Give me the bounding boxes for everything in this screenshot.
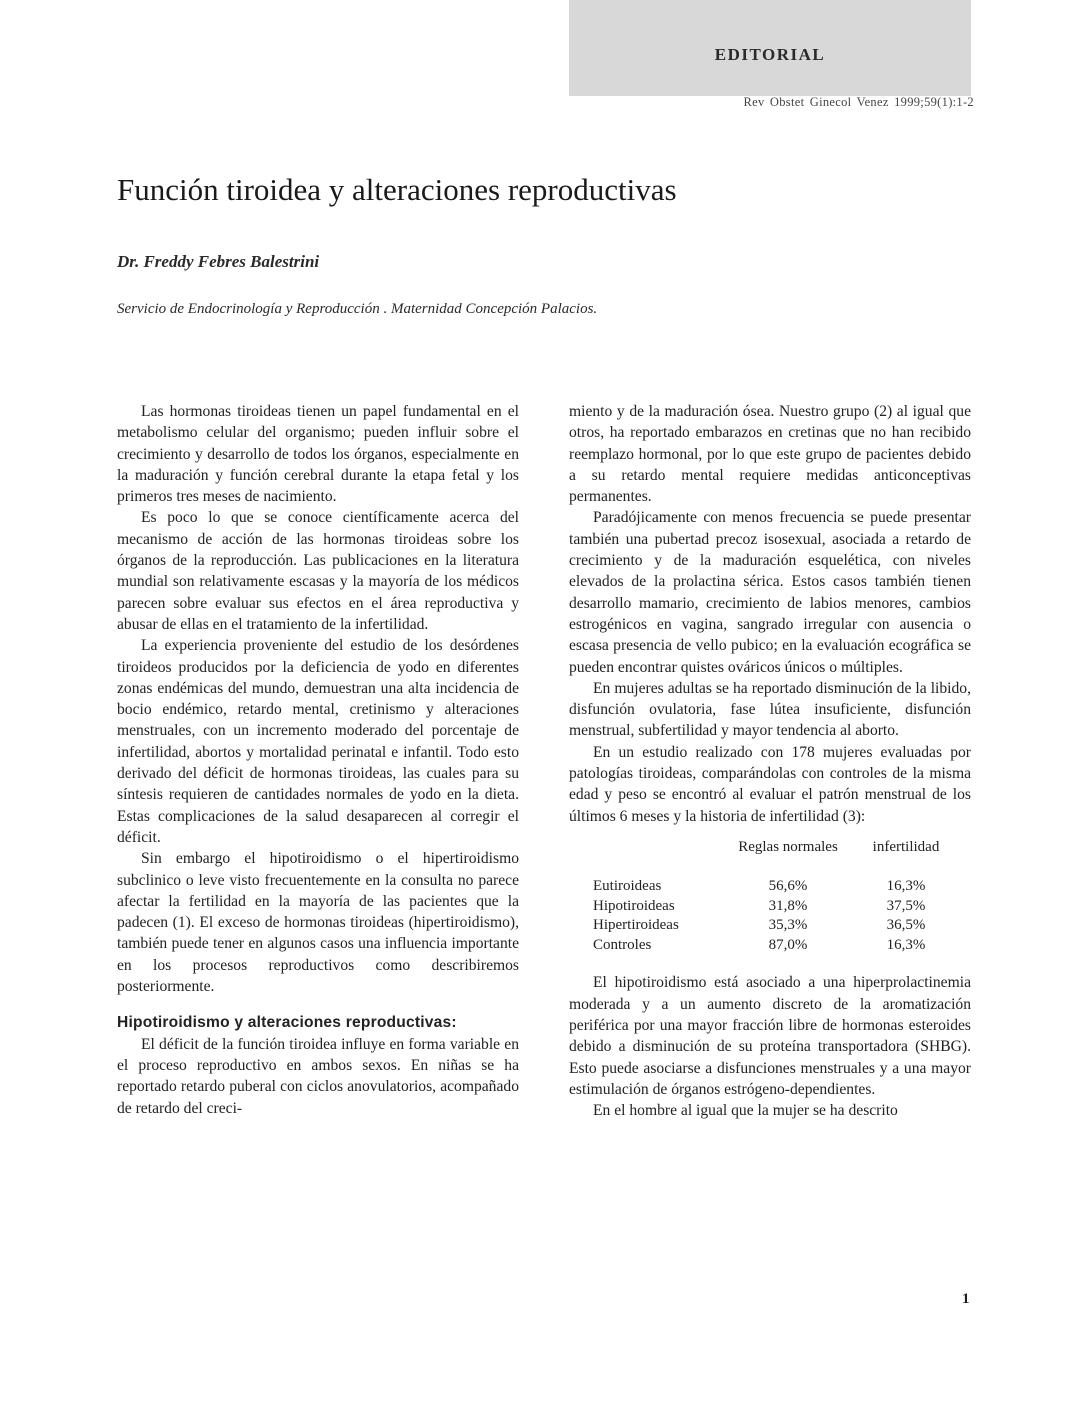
table-cell: 16,3% xyxy=(886,878,926,895)
paragraph: En mujeres adultas se ha reportado disminución de la libido, disfunción ovulatoria, fase lútea insuficiente, disfunción menstrual, subfertilidad y mayor tendencia al aborto. xyxy=(569,679,971,740)
right-column xyxy=(569,401,971,1122)
table-row xyxy=(569,897,949,917)
table-header-cell: Reglas normales xyxy=(738,838,838,855)
paragraph: Es poco lo que se conoce científicamente acerca del mecanismo de acción de las hormonas tiroideas sobre los órganos de la reproducción. Las publicaciones en la literatura mundial son relativamente escasas y la mayoría de los médicos parecen sobre evaluar sus efectos en el área reproductiva y abusar de ellas en el tratamiento de la infertilidad. xyxy=(117,509,519,633)
table-cell: 37,5% xyxy=(886,897,926,914)
table-cell: 36,5% xyxy=(886,917,926,934)
table-cell: Eutiroideas xyxy=(593,878,662,895)
table-row xyxy=(569,936,949,956)
section-label: EDITORIAL xyxy=(714,45,826,64)
paragraph: Sin embargo el hipotiroidismo o el hipertiroidismo subclinico o leve visto frecuentemente en la consulta no parece afectar la fertilidad en la mayoría de las pacientes que la padecen (1). El exceso de hormonas tiroideas (hipertiroidismo), también puede tener en algunos casos una influencia importante en los procesos reproductivos como describiremos posteriormente. xyxy=(117,850,519,996)
table-header-cell xyxy=(569,838,713,878)
journal-citation: Rev Obstet Ginecol Venez 1999;59(1):1-2 xyxy=(743,95,974,109)
table-cell: Hipertiroideas xyxy=(593,917,679,934)
table-header-row xyxy=(569,838,949,878)
paragraph-continuation: miento y de la maduración ósea. Nuestro grupo (2) al igual que otros, ha reportado embarazos en cretinas que no han recibido reemplazo hormonal, por lo que este grupo de pacientes debido a su retardo mental requiere medidas anticonceptivas permanentes. xyxy=(569,403,971,506)
left-column xyxy=(117,401,519,1119)
table-row xyxy=(569,877,949,897)
table-cell: 35,3% xyxy=(768,917,808,934)
table-cell: 31,8% xyxy=(768,897,808,914)
editorial-banner xyxy=(569,0,971,96)
table-cell: 87,0% xyxy=(768,936,808,953)
author-affiliation: Servicio de Endocrinología y Reproducción . Maternidad Concepción Palacios. xyxy=(117,301,598,317)
page-number: 1 xyxy=(962,1291,970,1307)
table-cell: Hipotiroideas xyxy=(593,897,675,914)
table-cell: 16,3% xyxy=(886,936,926,953)
table-cell: 56,6% xyxy=(768,878,808,895)
paragraph: El hipotiroidismo está asociado a una hiperprolactinemia moderada y a un aumento discreto de la aromatización periférica por una mayor fracción libre de hormonas esteroides debido a disminución de su proteína transportadora (SHBG). Esto puede asociarse a disfunciones menstruales y a una mayor estimulación de órganos estrógeno-dependientes. xyxy=(569,974,971,1098)
article-author: Dr. Freddy Febres Balestrini xyxy=(117,252,320,271)
table-header-cell: infertilidad xyxy=(872,838,940,855)
paragraph: Paradójicamente con menos frecuencia se puede presentar también una pubertad precoz isosexual, asociada a retardo de crecimiento y de la maduración esquelética, con niveles elevados de la prolactina sérica. Estos casos también tienen desarrollo mamario, crecimiento de labios menores, cambios estrogénicos en vagina, sangrado irregular con ausencia o escasa presencia de vello pubico; en la evaluación ecográfica se pueden encontrar quistes ováricos únicos o múltiples. xyxy=(569,509,971,676)
paragraph: Las hormonas tiroideas tienen un papel fundamental en el metabolismo celular del organismo; pueden influir sobre el crecimiento y desarrollo de todos los órganos, especialmente en la maduración y función cerebral durante la etapa fetal y los primeros tres meses de nacimiento. xyxy=(117,403,519,506)
section-heading: Hipotiroidismo y alteraciones reproductivas: xyxy=(117,1014,457,1032)
paragraph: En un estudio realizado con 178 mujeres evaluadas por patologías tiroideas, comparándolas con controles de la misma edad y peso se encontró al evaluar el patrón menstrual de los últimos 6 meses y la historia de infertilidad (3): xyxy=(569,743,971,825)
paragraph: La experiencia proveniente del estudio de los desórdenes tiroideos producidos por la deficiencia de yodo en diferentes zonas endémicas del mundo, demuestran una alta incidencia de bocio endémico, retardo mental, cretinismo y alteraciones menstruales, con un incremento moderado del porcentaje de infertilidad, abortos y mortalidad perinatal e infantil. Todo esto derivado del déficit de hormonas tiroideas, las cuales para su síntesis requieren de cantidades normales de yodo en la dieta. Estas complicaciones de la salud desaparecen al corregir el déficit. xyxy=(117,637,519,846)
table-cell: Controles xyxy=(593,936,652,953)
article-title: Función tiroidea y alteraciones reproductivas xyxy=(117,172,677,207)
paragraph: El déficit de la función tiroidea influye en forma variable en el proceso reproductivo en ambos sexos. En niñas se ha reportado retardo puberal con ciclos anovulatorios, acompañado de retardo del creci- xyxy=(117,1035,519,1117)
paragraph: En el hombre al igual que la mujer se ha descrito xyxy=(593,1102,898,1120)
table-row xyxy=(569,916,949,936)
results-table xyxy=(569,838,949,956)
